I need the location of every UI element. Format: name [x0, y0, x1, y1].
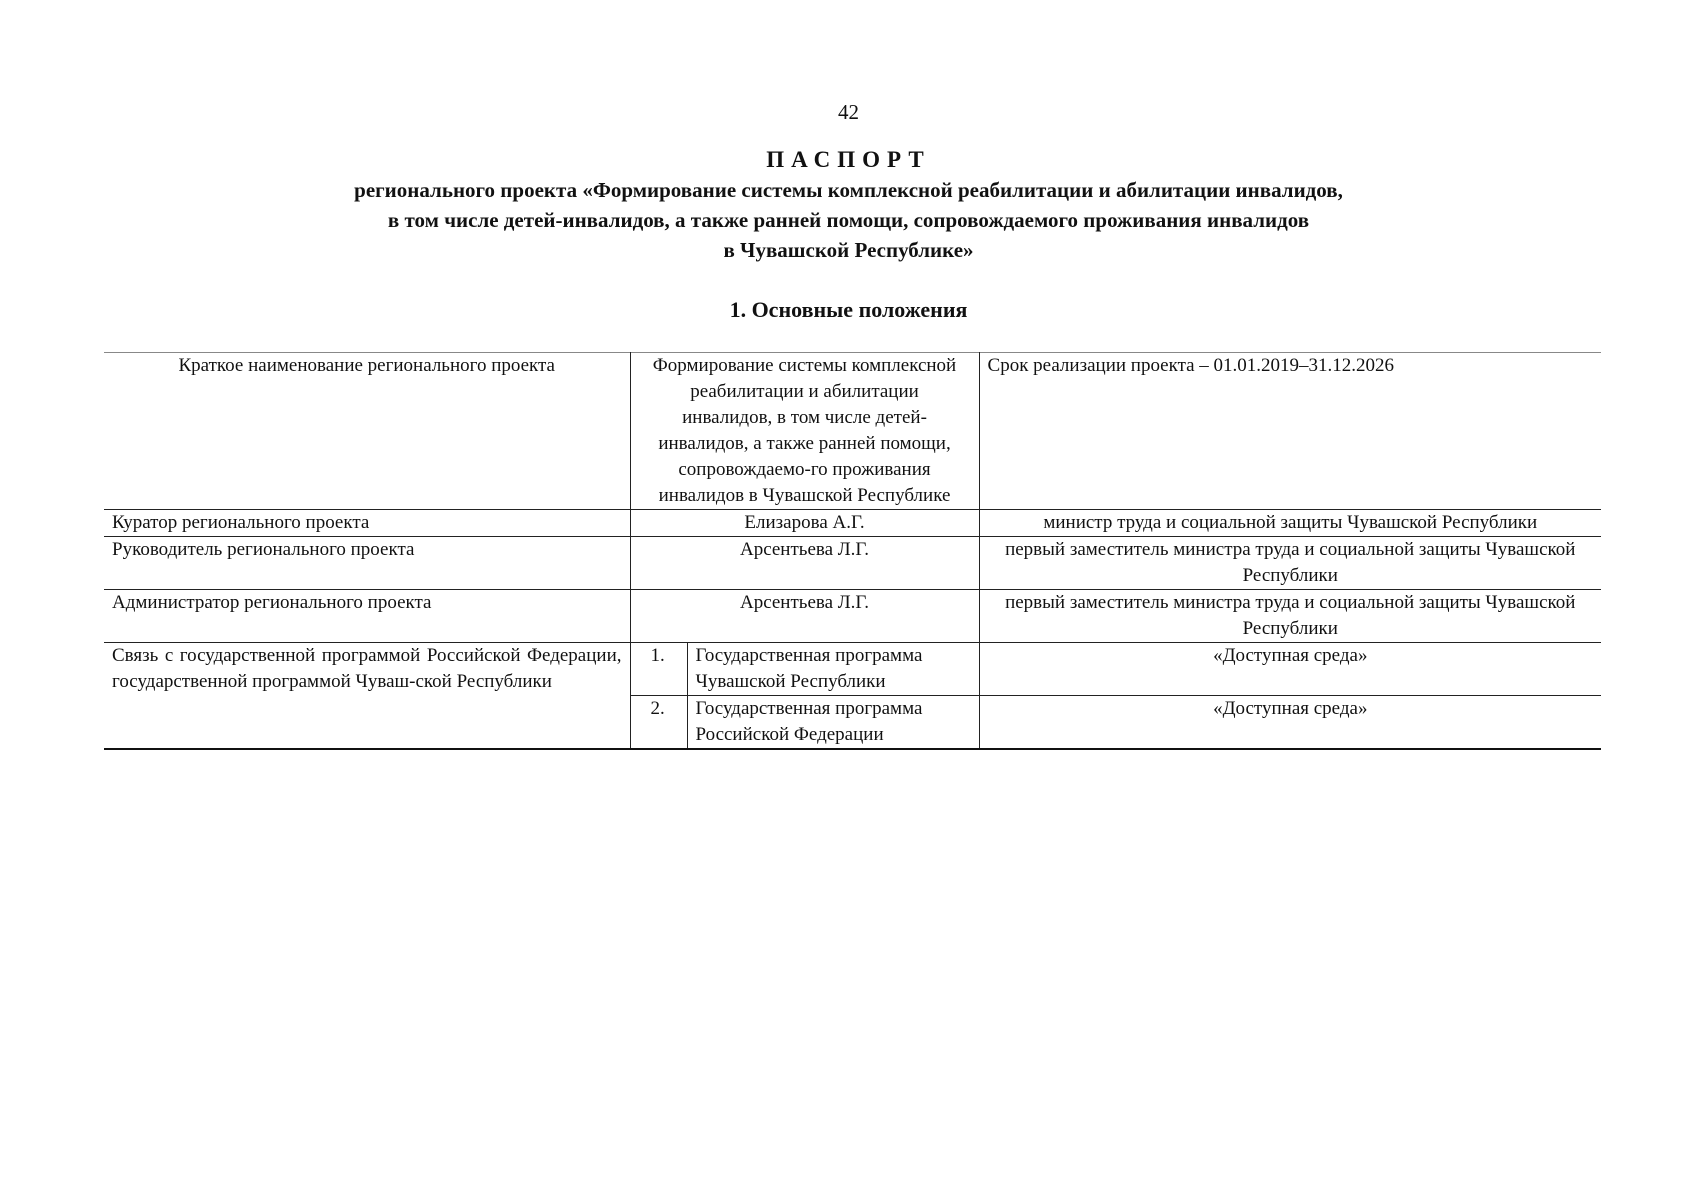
table-row: [104, 643, 1601, 696]
program-number: 2.: [630, 696, 687, 750]
short-name-value: Формирование системы комплексной реабилитации и абилитации инвалидов, в том числе детей-инвалидов, а также ранней помощи, сопровождаемо-го проживания инвалидов в Чувашской Республике: [630, 353, 979, 510]
document-title: [0, 145, 1697, 265]
table-row: [104, 353, 1601, 510]
head-position: первый заместитель министра труда и социальной защиты Чувашской Республики: [979, 537, 1601, 590]
head-name: Арсентьева Л.Г.: [630, 537, 979, 590]
curator-name: Елизарова А.Г.: [630, 510, 979, 537]
program-name: «Доступная среда»: [979, 696, 1601, 750]
program-type: Государственная программа Российской Федерации: [687, 696, 979, 750]
table-row: [104, 510, 1601, 537]
project-term: Срок реализации проекта – 01.01.2019–31.12.2026: [979, 353, 1601, 510]
table-row: [104, 537, 1601, 590]
short-name-label: Краткое наименование регионального проекта: [104, 353, 630, 510]
passport-table: [104, 352, 1601, 750]
program-link-label: Связь с государственной программой Российской Федерации, государственной программой Чуваш-ской Республики: [104, 643, 630, 750]
program-name: «Доступная среда»: [979, 643, 1601, 696]
admin-label: Администратор регионального проекта: [104, 590, 630, 643]
table-row: [104, 590, 1601, 643]
curator-position: министр труда и социальной защиты Чувашской Республики: [979, 510, 1601, 537]
program-type: Государственная программа Чувашской Республики: [687, 643, 979, 696]
program-number: 1.: [630, 643, 687, 696]
head-label: Руководитель регионального проекта: [104, 537, 630, 590]
admin-position: первый заместитель министра труда и социальной защиты Чувашской Республики: [979, 590, 1601, 643]
title-main: ПАСПОРТ: [766, 147, 931, 172]
curator-label: Куратор регионального проекта: [104, 510, 630, 537]
admin-name: Арсентьева Л.Г.: [630, 590, 979, 643]
page-number: 42: [838, 100, 859, 124]
title-line-2: в том числе детей-инвалидов, а также ранней помощи, сопровождаемого проживания инвалидов: [387, 208, 1310, 232]
section-heading: 1. Основные положения: [729, 297, 968, 322]
title-line-1: регионального проекта «Формирование системы комплексной реабилитации и абилитации инвалидов,: [354, 178, 1343, 202]
title-line-3: в Чувашской Республике»: [723, 238, 974, 262]
